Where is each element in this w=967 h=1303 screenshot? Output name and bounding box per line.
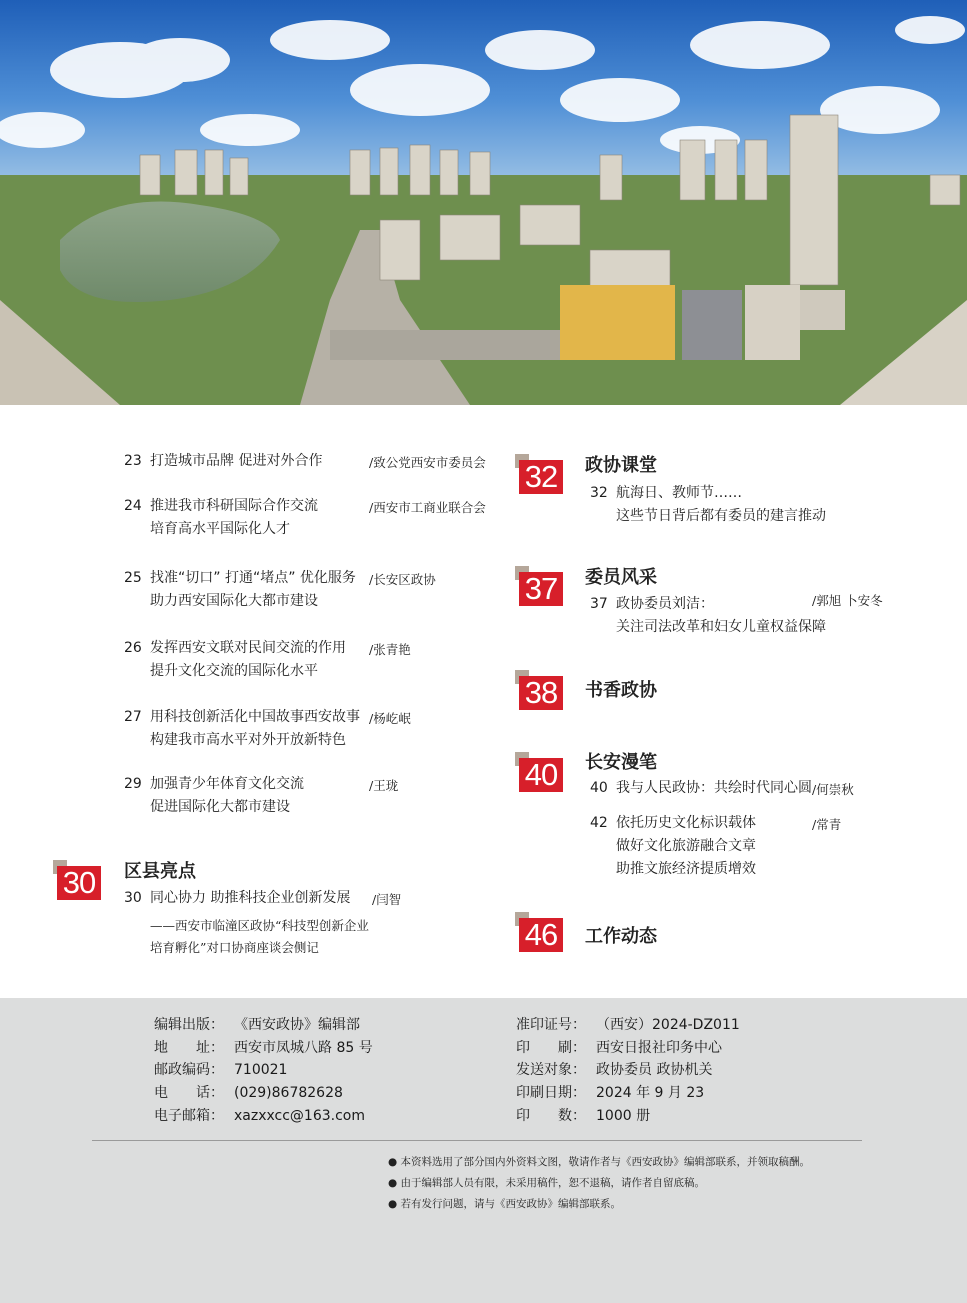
badge-number: 46 [519, 918, 563, 952]
section-badge-37 [515, 566, 563, 606]
section-title-37: 委员风采 [585, 567, 657, 588]
entry-title-line2: 构建我市高水平对外开放新特色 [150, 732, 346, 748]
entry-subtitle-line1: ——西安市临潼区政协“科技型创新企业 [150, 918, 369, 933]
badge-number: 38 [519, 676, 563, 710]
entry-title: 推进我市科研国际合作交流 [150, 498, 318, 514]
entry-title: 我与人民政协：共绘时代同心圆 [616, 780, 812, 796]
toc-entry-25[interactable] [124, 567, 504, 613]
entry-author: /致公党西安市委员会 [369, 455, 486, 470]
badge-number: 40 [519, 758, 563, 792]
page-number: 32 [590, 485, 608, 501]
entry-subtitle-line2: 培育孵化”对口协商座谈会侧记 [150, 940, 319, 955]
entry-title-line2: 培育高水平国际化人才 [150, 521, 290, 537]
entry-author: /杨屹岷 [369, 711, 411, 726]
entry-title: 加强青少年体育文化交流 [150, 776, 304, 792]
section-title-32: 政协课堂 [585, 455, 657, 476]
entry-author: /张青艳 [369, 642, 411, 657]
page-number: 40 [590, 780, 608, 796]
colophon-publisher: 编辑出版： 《西安政协》编辑部 [154, 1017, 360, 1033]
badge-number: 37 [519, 572, 563, 606]
colophon-permit: 准印证号： （西安）2024-DZ011 [516, 1017, 740, 1033]
entry-title: 同心协力 助推科技企业创新发展 [150, 890, 351, 906]
section-badge-40 [515, 752, 563, 792]
entry-title: 发挥西安文联对民间交流的作用 [150, 640, 346, 656]
entry-title-line2: 促进国际化大都市建设 [150, 799, 290, 815]
badge-number: 32 [519, 460, 563, 494]
toc-entry-40[interactable] [590, 777, 910, 800]
section-badge-30 [53, 860, 101, 900]
entry-title: 政协委员刘洁： [616, 596, 714, 612]
entry-title: 用科技创新活化中国故事西安故事 [150, 709, 360, 725]
toc-entry-27[interactable] [124, 706, 504, 752]
toc-entry-29[interactable] [124, 773, 504, 819]
toc-entry-37[interactable] [590, 593, 910, 639]
entry-title: 打造城市品牌 促进对外合作 [150, 453, 323, 469]
colophon-print-date: 印刷日期： 2024 年 9 月 23 [516, 1085, 705, 1101]
page-number: 23 [124, 453, 142, 469]
colophon-email[interactable]: 电子邮箱： xazxxcc@163.com [154, 1108, 366, 1124]
page-number: 24 [124, 498, 142, 514]
toc-entry-24[interactable] [124, 495, 504, 541]
entry-author: /郭旭 卜安冬 [812, 593, 883, 608]
section-title-40: 长安漫笔 [585, 752, 657, 773]
page-number: 27 [124, 709, 142, 725]
entry-author: /长安区政协 [369, 572, 436, 587]
toc-entry-23[interactable] [124, 450, 504, 473]
city-aerial-photo [0, 0, 967, 405]
colophon-phone: 电 话： (029)86782628 [154, 1085, 343, 1101]
entry-title-line3: 助推文旅经济提质增效 [616, 861, 756, 877]
page-number: 26 [124, 640, 142, 656]
toc-entry-30[interactable] [124, 887, 504, 910]
section-badge-46 [515, 912, 563, 952]
entry-author: /闫智 [372, 892, 402, 907]
entry-title-line2: 关注司法改革和妇女儿童权益保障 [616, 619, 826, 635]
colophon-print-count: 印 数： 1000 册 [516, 1108, 651, 1124]
entry-author: /王珑 [369, 778, 399, 793]
toc-entry-32[interactable] [590, 482, 910, 528]
section-badge-32 [515, 454, 563, 494]
toc-entry-26[interactable] [124, 637, 504, 683]
page-number: 25 [124, 570, 142, 586]
entry-title-line2: 助力西安国际化大都市建设 [150, 593, 318, 609]
entry-title: 航海日、教师节…… [616, 485, 742, 501]
entry-author: /西安市工商业联合会 [369, 500, 486, 515]
entry-title: 依托历史文化标识载体 [616, 815, 756, 831]
divider [92, 1140, 862, 1141]
page-number: 42 [590, 815, 608, 831]
entry-title: 找准“切口” 打通“堵点” 优化服务 [150, 570, 356, 586]
section-title-38[interactable]: 书香政协 [585, 680, 657, 701]
page-number: 30 [124, 890, 142, 906]
toc-entry-42[interactable] [590, 812, 910, 881]
entry-author: /何崇秋 [812, 782, 854, 797]
page-number: 29 [124, 776, 142, 792]
section-title-30: 区县亮点 [124, 861, 196, 882]
colophon-address: 地 址： 西安市凤城八路 85 号 [154, 1040, 373, 1056]
colophon-recipients: 发送对象： 政协委员 政协机关 [516, 1062, 713, 1078]
section-badge-38 [515, 670, 563, 710]
section-title-46[interactable]: 工作动态 [585, 926, 657, 947]
entry-title-line2: 做好文化旅游融合文章 [616, 838, 756, 854]
footer-note-1: ● 本资料选用了部分国内外资料文图，敬请作者与《西安政协》编辑部联系，并领取稿酬。 [388, 1156, 810, 1168]
entry-title-line2: 这些节日背后都有委员的建言推动 [616, 508, 826, 524]
colophon-postcode: 邮政编码： 710021 [154, 1062, 288, 1078]
colophon-printer: 印 刷： 西安日报社印务中心 [516, 1040, 722, 1056]
footer-note-2: ● 由于编辑部人员有限，未采用稿件，恕不退稿，请作者自留底稿。 [388, 1177, 705, 1189]
badge-number: 30 [57, 866, 101, 900]
table-of-contents [0, 405, 967, 998]
page-number: 37 [590, 596, 608, 612]
entry-title-line2: 提升文化交流的国际化水平 [150, 663, 318, 679]
entry-author: /常青 [812, 817, 842, 832]
colophon [0, 998, 967, 1303]
footer-note-3: ● 若有发行问题，请与《西安政协》编辑部联系。 [388, 1198, 621, 1210]
